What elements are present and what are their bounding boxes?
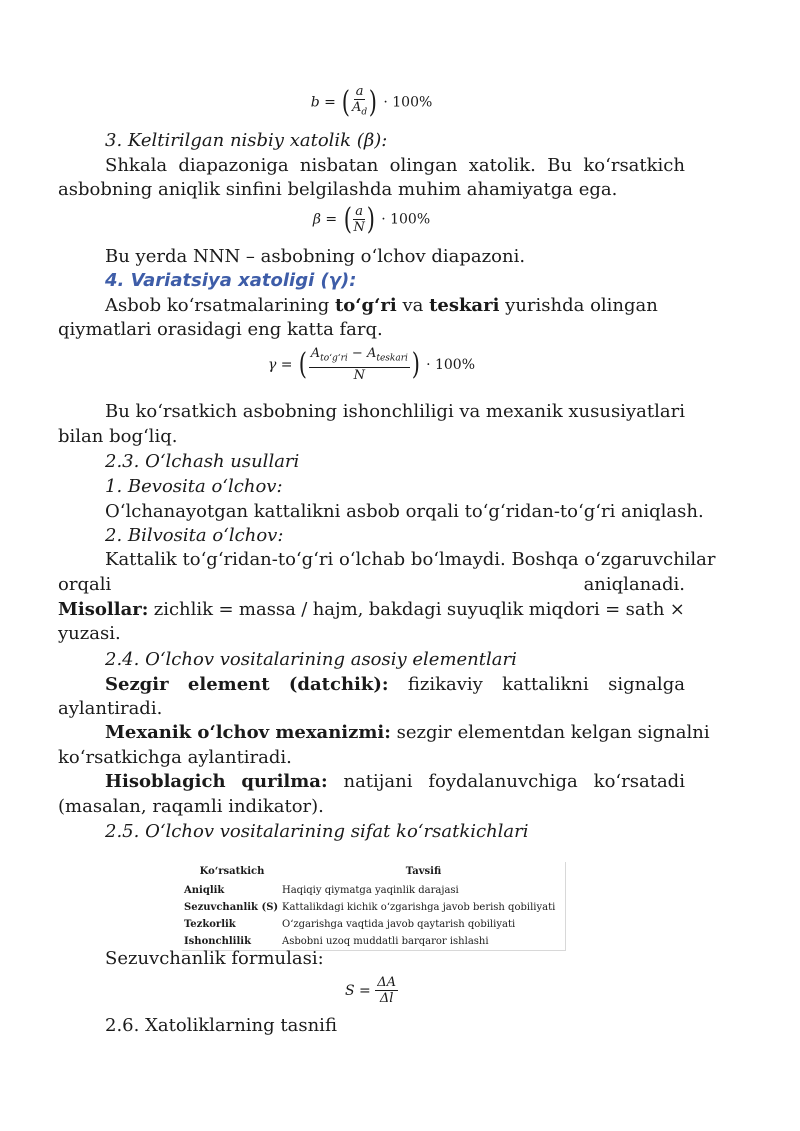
bold-term: qurilma: xyxy=(241,771,328,792)
formula-gamma-den: N xyxy=(353,367,365,383)
paragraph-variation-line2: qiymatlari orasidagi eng katta farq. xyxy=(58,319,383,340)
paragraph-mechanism-line2: ko‘rsatkichga aylantiradi. xyxy=(58,747,292,768)
formula-b-num: a xyxy=(355,84,364,99)
bold-term: to‘g‘ri xyxy=(334,295,397,316)
paragraph-sensor-line1 xyxy=(58,673,685,697)
word: fizikaviy xyxy=(407,674,483,695)
word: × xyxy=(669,599,685,620)
formula-sensitivity: S = $\frac{\Delta A}{\Delta l}$ xyxy=(344,975,396,1006)
formula-gamma-n2-sub: teskari xyxy=(376,353,408,364)
paragraph-direct: O‘lchanayotgan kattalikni asbob orqali to‘g‘ridan-to‘g‘ri aniqlash. xyxy=(105,501,704,522)
word: aniqlanadi. xyxy=(583,574,685,595)
paragraph-indirect-line1: Kattalik to‘g‘ridan-to‘g‘ri o‘lchab bo‘lmaydi. Boshqa o‘zgaruvchilar xyxy=(105,549,716,570)
paragraph-counter-line1 xyxy=(58,770,685,794)
word: Bu xyxy=(547,155,573,176)
word: ko‘rsatkich xyxy=(583,155,685,176)
table-cell: Asbobni uzoq muddatli barqaror ishlashi xyxy=(282,936,489,947)
formula-b-lhs: b xyxy=(310,94,320,111)
paragraph-reduced-line2: asbobning aniqlik sinfini belgilashda muhim ahamiyatga ega. xyxy=(58,179,618,200)
formula-gamma-n1: A xyxy=(310,346,321,361)
formula-beta-fraction xyxy=(353,204,365,236)
word: zichlik xyxy=(153,599,214,620)
word: va xyxy=(459,401,481,422)
formula-gamma: γ = ( $\frac{A_{to‘g‘ri} - A_{teskari}}{N}$ ) · 100% xyxy=(267,346,476,383)
sensitivity-formula-label: Sezuvchanlik formulasi: xyxy=(105,948,324,969)
formula-b: b = ( $\frac{a}{A_d}$ ) · 100% xyxy=(310,84,433,120)
paragraph-reliability-line2: bilan bog‘liq. xyxy=(58,426,178,447)
word: miqdori xyxy=(528,599,600,620)
heading-error-classification: 2.6. Xatoliklarning tasnifi xyxy=(105,1015,337,1036)
table-header-row xyxy=(182,862,566,882)
formula-b-fraction xyxy=(352,84,367,121)
examples-label: Misollar: xyxy=(58,599,149,620)
paragraph-variation-line1 xyxy=(58,294,685,318)
word: xatolik. xyxy=(468,155,536,176)
word: nisbatan xyxy=(299,155,379,176)
word: sath xyxy=(625,599,665,620)
heading-reduced-error: 3. Keltirilgan nisbiy xatolik (β): xyxy=(105,130,388,151)
formula-beta-lhs: β xyxy=(312,211,321,228)
formula-gamma-fraction xyxy=(309,346,410,384)
word: Bu xyxy=(105,401,130,422)
note-range: Bu yerda NNN – asbobning o‘lchov diapazoni. xyxy=(105,246,526,267)
formula-b-tail: · 100% xyxy=(383,94,433,111)
paragraph-mechanism-line1 xyxy=(58,721,710,745)
word: = xyxy=(605,599,621,620)
table-cell: O‘zgarishga vaqtida javob qaytarish qobiliyati xyxy=(282,919,516,930)
word: natijani xyxy=(343,771,413,792)
heading-measurement-methods: 2.3. O‘lchash usullari xyxy=(105,451,300,472)
paragraph-indirect-line2 xyxy=(58,573,685,597)
paragraph-sensor-line2: aylantiradi. xyxy=(58,698,163,719)
formula-gamma-minus: − xyxy=(351,346,363,361)
table-cell: Kattalikdagi kichik o‘zgarishga javob berish qobiliyati xyxy=(282,902,556,913)
word: diapazoniga xyxy=(178,155,289,176)
table-cell: Tezkorlik xyxy=(184,919,236,930)
word: bakdagi xyxy=(368,599,442,620)
word: = xyxy=(218,599,234,620)
formula-gamma-tail: · 100% xyxy=(426,356,476,373)
formula-gamma-n1-sub: to‘g‘ri xyxy=(320,353,348,364)
formula-beta: β = ( $\frac{a}{N}$ ) · 100% xyxy=(312,202,431,237)
word: olingan xyxy=(389,155,458,176)
formula-s-fraction xyxy=(375,975,398,1007)
table-cell: Sezuvchanlik (S) xyxy=(184,902,279,913)
word: hajm, xyxy=(312,599,364,620)
text: sezgir elementdan kelgan signalni xyxy=(390,722,710,743)
heading-basic-elements: 2.4. O‘lchov vositalarining asosiy elementlari xyxy=(105,649,517,670)
heading-variation-error: 4. Variatsiya xatoligi (γ): xyxy=(105,270,357,291)
document-page xyxy=(58,0,716,1131)
formula-s-lhs: S xyxy=(344,983,355,999)
word: mexanik xyxy=(485,401,563,422)
table-header: Tavsifi xyxy=(405,865,442,877)
paragraph-reliability-line1 xyxy=(58,400,685,424)
formula-beta-den: N xyxy=(353,219,365,235)
formula-b-den: A xyxy=(352,100,362,115)
word: ishonchliligi xyxy=(342,401,454,422)
bold-term: teskari xyxy=(429,295,500,316)
word: xususiyatlari xyxy=(568,401,685,422)
text: va xyxy=(396,295,430,316)
word: ko‘rsatkich xyxy=(135,401,238,422)
bold-term: Hisoblagich xyxy=(105,771,226,792)
word: orqali xyxy=(58,574,112,595)
formula-b-den-sub: d xyxy=(361,107,368,118)
text: yurishda olingan xyxy=(499,295,658,316)
paragraph-reduced-line1 xyxy=(58,154,685,178)
bold-term: Mexanik o‘lchov mexanizmi: xyxy=(105,722,391,743)
word: kattalikni xyxy=(502,674,589,695)
table-cell: Haqiqiy qiymatga yaqinlik darajasi xyxy=(282,885,459,896)
table-row xyxy=(182,899,566,916)
table-header: Ko‘rsatkich xyxy=(199,865,265,877)
quality-indicators-table xyxy=(182,862,566,951)
table-row xyxy=(182,882,566,899)
word: signalga xyxy=(608,674,685,695)
word: massa xyxy=(238,599,296,620)
formula-gamma-n2: A xyxy=(366,346,377,361)
bold-term: Sezgir xyxy=(105,674,169,695)
formula-s-num: ΔA xyxy=(377,975,396,990)
word: ko‘rsatadi xyxy=(593,771,685,792)
formula-gamma-lhs: γ xyxy=(267,356,277,373)
table-cell: Ishonchlilik xyxy=(184,936,252,947)
formula-s-den: Δl xyxy=(379,991,394,1006)
word: asbobning xyxy=(242,401,338,422)
table-cell: Aniqlik xyxy=(184,885,225,896)
formula-beta-tail: · 100% xyxy=(381,211,431,228)
paragraph-examples-line2: yuzasi. xyxy=(58,623,121,644)
formula-beta-num: a xyxy=(355,203,364,219)
heading-quality-indicators: 2.5. O‘lchov vositalarining sifat ko‘rsatkichlari xyxy=(105,821,529,842)
heading-direct-measurement: 1. Bevosita o‘lchov: xyxy=(105,476,283,497)
word: / xyxy=(301,599,308,620)
heading-indirect-measurement: 2. Bilvosita o‘lchov: xyxy=(105,525,284,546)
bold-term: (datchik): xyxy=(288,674,389,695)
word: Shkala xyxy=(105,155,168,176)
word: suyuqlik xyxy=(446,599,524,620)
table-row xyxy=(182,916,566,933)
text: Asbob ko‘rsatmalarining xyxy=(105,295,335,316)
paragraph-counter-line2: (masalan, raqamli indikator). xyxy=(58,796,324,817)
paragraph-examples-line1 xyxy=(58,598,685,622)
word: foydalanuvchiga xyxy=(428,771,578,792)
bold-term: element xyxy=(187,674,270,695)
